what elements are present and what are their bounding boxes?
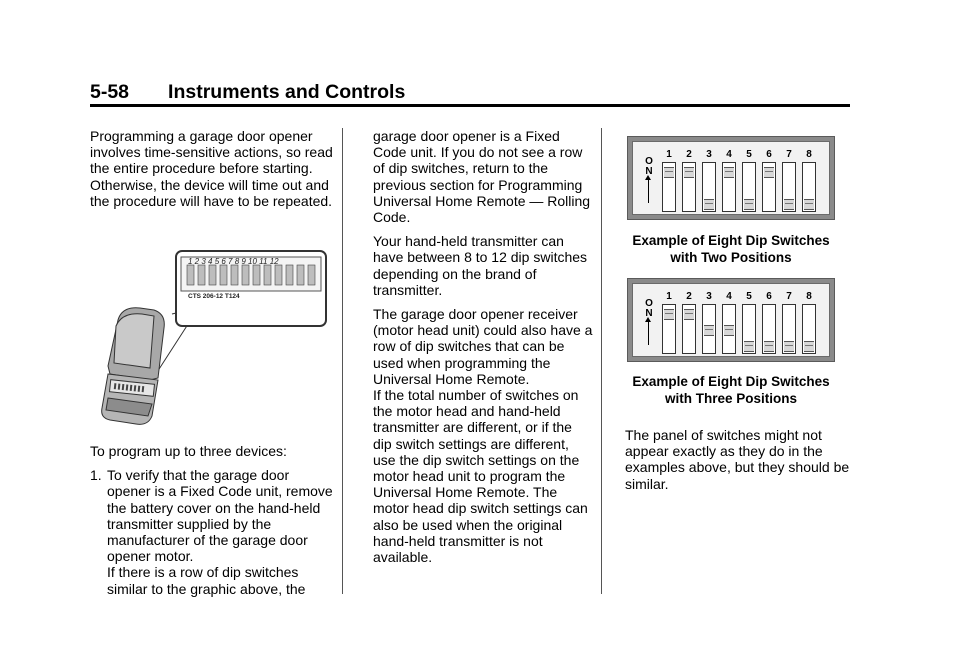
dip-switch-3 <box>702 304 716 354</box>
receiver-paragraph: The garage door opener receiver (motor head unit) could also have a row of dip switches that can be used when programming the Universal Home Remote. <box>373 306 593 387</box>
on-label-o: O <box>645 156 653 167</box>
dip-switch-knob <box>684 167 694 178</box>
column-2 <box>373 128 593 565</box>
switch-number-3: 3 <box>706 149 712 160</box>
dip-switch-7 <box>782 304 796 354</box>
on-label-o: O <box>645 298 653 309</box>
switch-number-8: 8 <box>806 291 812 302</box>
intro-paragraph: Programming a garage door opener involves time-sensitive actions, so read the entire procedure before starting. Otherwise, the device will time out and the procedure will have to be repeated. <box>90 128 333 209</box>
switch-number-2: 2 <box>686 291 692 302</box>
program-devices-paragraph: To program up to three devices: <box>90 443 287 459</box>
dip-switch-knob <box>784 341 794 352</box>
switch-number-4: 4 <box>726 149 732 160</box>
switch-number-7: 7 <box>786 291 792 302</box>
dip-switch-6 <box>762 304 776 354</box>
switch-number-2: 2 <box>686 149 692 160</box>
dip-switch-knob <box>684 309 694 320</box>
column-1-lower <box>90 443 336 597</box>
column-divider-1 <box>342 128 343 594</box>
dip-switch-panel-two-positions <box>627 136 835 220</box>
dip-switch-1 <box>662 162 676 212</box>
dip-switch-knob <box>744 341 754 352</box>
on-label <box>644 299 654 319</box>
dip-switch-5 <box>742 162 756 212</box>
dip-switch-knob <box>744 199 754 210</box>
column-1 <box>90 128 336 209</box>
dip-switch-panel-three-positions <box>627 278 835 362</box>
on-label-n: N <box>645 166 653 177</box>
column-divider-2 <box>601 128 602 594</box>
switch-number-5: 5 <box>746 291 752 302</box>
dip-switch-8 <box>802 162 816 212</box>
dip-switch-knob <box>664 167 674 178</box>
on-label <box>644 157 654 177</box>
dip-switch-knob <box>664 309 674 320</box>
switch-number-5: 5 <box>746 149 752 160</box>
dip-switch-knob <box>704 325 714 336</box>
list-item-1-number: 1. <box>90 467 102 484</box>
figure-caption-three-positions <box>608 374 854 407</box>
page-title: 5-58 Instruments and Controls <box>90 81 406 103</box>
transmitter-switches-paragraph: Your hand-held transmitter can have between 8 to 12 dip switches depending on the brand of transmitter. <box>373 233 588 298</box>
dip-switch-knob <box>804 199 814 210</box>
switch-number-7: 7 <box>786 149 792 160</box>
dip-switch-4 <box>722 162 736 212</box>
dip-switch-knob <box>764 341 774 352</box>
figure-caption-two-positions <box>608 233 854 266</box>
caption-line-2: with Two Positions <box>670 249 792 265</box>
dip-switch-knob <box>724 325 734 336</box>
dip-switch-2 <box>682 304 696 354</box>
dip-switch-4 <box>722 304 736 354</box>
switch-number-1: 1 <box>666 149 672 160</box>
list-item-1 <box>90 467 336 597</box>
switch-number-8: 8 <box>806 149 812 160</box>
switch-number-3: 3 <box>706 291 712 302</box>
switch-number-4: 4 <box>726 291 732 302</box>
list-item-1-text: To verify that the garage door opener is a Fixed Code unit, remove the battery cover on the hand-held transmitter supplied by the manufacturer of the garage door opener motor. <box>107 467 333 565</box>
dip-switch-knob <box>784 199 794 210</box>
switch-number-6: 6 <box>766 291 772 302</box>
caption-line-1: Example of Eight Dip Switches <box>632 233 830 248</box>
zoom-switch-numbers: 1 2 3 4 5 6 7 8 9 10 11 12 <box>188 257 279 266</box>
fixed-code-paragraph: garage door opener is a Fixed Code unit. If you do not see a row of dip switches, return to the previous section for Programming Universal Home Remote — Rolling Code. <box>373 128 591 226</box>
settings-paragraph: If the total number of switches on the motor head and hand-held transmitter are different, or if the dip switch settings are different, use the dip switch settings on the motor head unit to program the Universal Home Remote. The motor head dip switch settings can also be used when the original hand-held transmitter is not available. <box>373 387 588 566</box>
panel-note-paragraph: The panel of switches might not appear exactly as they do in the examples above, but they should be similar. <box>625 427 850 492</box>
on-label-n: N <box>645 308 653 319</box>
zoom-code-text: CTS 206-12 T124 <box>188 293 240 300</box>
caption-line-2: with Three Positions <box>664 390 797 406</box>
dip-switch-5 <box>742 304 756 354</box>
transmitter-illustration <box>92 248 332 430</box>
dip-switch-7 <box>782 162 796 212</box>
caption-line-1: Example of Eight Dip Switches <box>632 374 830 389</box>
dip-switch-1 <box>662 304 676 354</box>
dip-switch-knob <box>764 167 774 178</box>
on-arrow-icon <box>648 321 649 345</box>
dip-switch-3 <box>702 162 716 212</box>
switch-number-6: 6 <box>766 149 772 160</box>
header-rule <box>90 104 850 107</box>
dip-switch-knob <box>704 199 714 210</box>
dip-switch-knob <box>724 167 734 178</box>
transmitter-body <box>102 308 165 425</box>
list-item-1-continuation: If there is a row of dip switches similar to the graphic above, the <box>107 564 306 597</box>
dip-switch-2 <box>682 162 696 212</box>
dip-switch-knob <box>804 341 814 352</box>
dip-switch-8 <box>802 304 816 354</box>
on-arrow-icon <box>648 179 649 203</box>
switch-number-1: 1 <box>666 291 672 302</box>
dip-switch-6 <box>762 162 776 212</box>
column-3 <box>625 427 855 492</box>
